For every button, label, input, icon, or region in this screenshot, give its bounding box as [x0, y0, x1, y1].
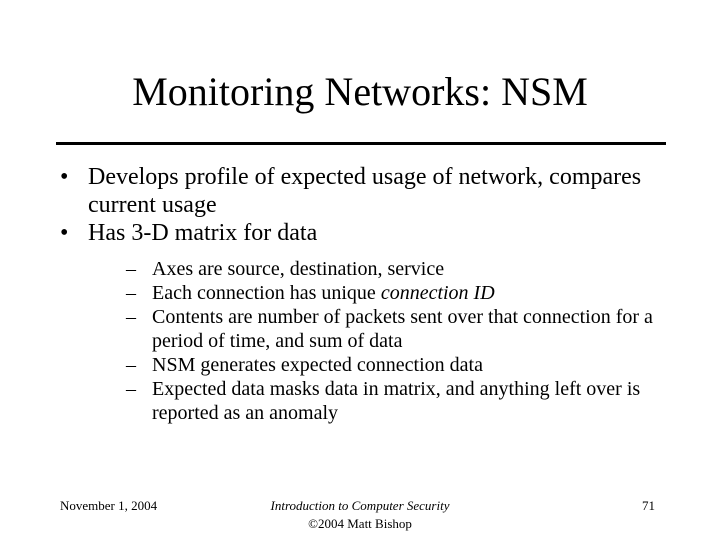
sub-bullet-item	[88, 353, 696, 377]
footer-date: November 1, 2004	[60, 498, 158, 513]
footer-copyright: ©2004 Matt Bishop	[308, 516, 412, 531]
dash-icon: –	[126, 378, 136, 400]
bullet-item	[56, 163, 696, 219]
sub-bullet-item	[88, 377, 696, 425]
page-number: 71	[642, 498, 655, 513]
footer-course: Introduction to Computer Security	[270, 498, 450, 513]
dash-icon: –	[126, 282, 136, 304]
slide-title: Monitoring Networks: NSM	[132, 69, 588, 114]
bullet-icon: •	[60, 220, 69, 246]
sub-bullet-text: Contents are number of packets sent over that connection for a period of time, and sum of data	[152, 306, 653, 352]
emphasis-text: connection ID	[380, 282, 495, 304]
sub-bullet-list	[88, 257, 696, 425]
bullet-icon: •	[60, 164, 69, 190]
sub-bullet-text: Expected data masks data in matrix, and anything left over is reported as an anomaly	[152, 378, 641, 424]
bullet-text: Develops profile of expected usage of network, compares current usage	[88, 164, 642, 218]
sub-bullet-item	[88, 305, 696, 353]
sub-bullet-text: Axes are source, destination, service	[152, 258, 445, 280]
title-divider	[56, 142, 666, 145]
sub-bullet-text: NSM generates expected connection data	[152, 354, 483, 376]
bullet-text: Has 3-D matrix for data	[88, 220, 318, 246]
dash-icon: –	[126, 306, 136, 328]
footer-center	[0, 497, 720, 533]
sub-bullet-item	[88, 257, 696, 281]
sub-bullet-item	[88, 281, 696, 305]
dash-icon: –	[126, 354, 136, 376]
sub-bullet-text: Each connection has unique	[152, 282, 381, 304]
bullet-item	[56, 219, 696, 425]
bullet-list	[56, 163, 696, 425]
dash-icon: –	[126, 258, 136, 280]
